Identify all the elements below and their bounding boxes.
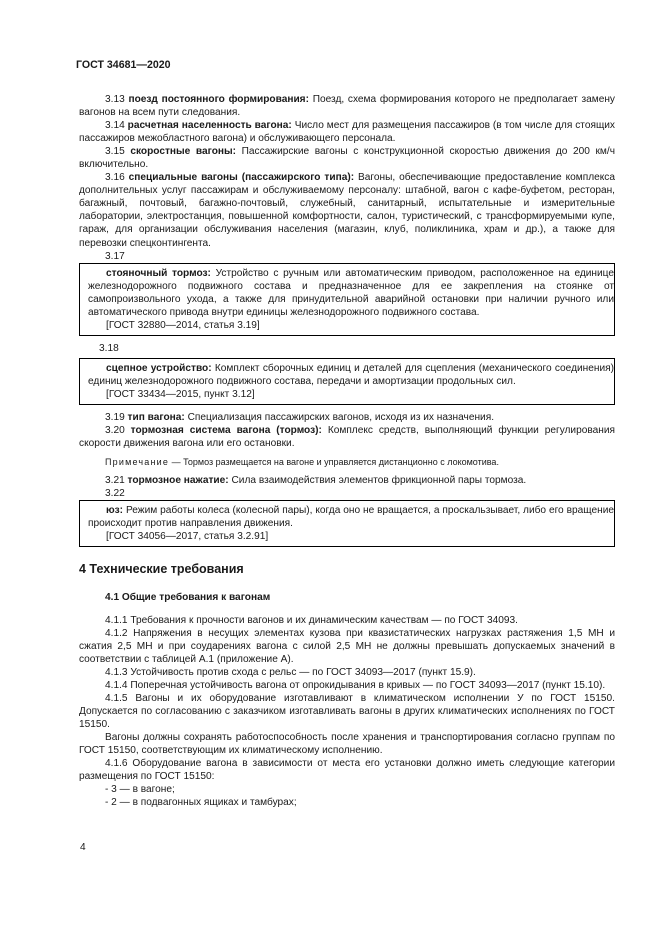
note-label: Примечание <box>105 457 170 468</box>
term-3-15: 3.15 скоростные вагоны: Пассажирские вагоны с конструкционной скоростью движения до 200 км/ч включительно. <box>79 146 615 171</box>
note-text: — Тормоз размещается на вагоне и управляется дистанционно с локомотива. <box>169 457 499 468</box>
term-definition: Устройство с ручным или автоматическим приводом, расположенное на единице железнодорожного подвижного состава и предназначенное для ее закрепления на стоянке от самопроизвольного ухода, а также для принудительной аварийной остановки при наличии ручного или автоматического привода внутри единицы железнодорожного подвижного состава. <box>88 267 614 318</box>
term-3-17 <box>88 267 614 319</box>
term-3-19: 3.19 тип вагона: Специализация пассажирских вагонов, исходя из их назначения. <box>105 412 495 424</box>
term-source: [ГОСТ 34056—2017, статья 3.2.91] <box>106 531 269 543</box>
list-item: - 2 — в подвагонных ящиках и тамбурах; <box>105 797 297 809</box>
term-name: скоростные вагоны: <box>130 146 237 158</box>
term-definition: Пассажирские вагоны с конструкционной скоростью движения до 200 км/ч включительно. <box>79 146 615 171</box>
clause-4-1-6: 4.1.6 Оборудование вагона в зависимости от места его установки должно иметь следующие категории размещения по ГОСТ 15150: <box>79 758 615 783</box>
term-definition: Комплект сборочных единиц и деталей для сцепления (механического соединения) единиц железнодорожного подвижного состава, передачи и амортизации продольных сил. <box>88 362 614 387</box>
quoted-term-box-3-22 <box>79 500 615 547</box>
term-definition: Сила взаимодействия элементов фрикционной пары тормоза. <box>231 475 527 487</box>
clause-4-1-1: 4.1.1 Требования к прочности вагонов и их динамическим качествам — по ГОСТ 34093. <box>105 614 518 626</box>
term-3-22 <box>88 504 614 530</box>
term-name: стояночный тормоз: <box>106 267 211 279</box>
term-name: тип вагона: <box>127 412 185 424</box>
term-number-3-18: 3.18 <box>99 342 119 354</box>
term-number-3-22: 3.22 <box>105 488 125 500</box>
term-definition: Число мест для размещения пассажиров (в том числе для стоящих пассажиров межобластного вагона) и обслуживающего персонала. <box>79 120 615 145</box>
term-source: [ГОСТ 33434—2015, пункт 3.12] <box>106 388 255 400</box>
term-name: сцепное устройство: <box>106 362 212 374</box>
document-code-header: ГОСТ 34681—2020 <box>76 59 171 71</box>
note-3-20 <box>79 456 615 469</box>
subsection-4-1-heading: 4.1 Общие требования к вагонам <box>105 591 271 603</box>
clause-4-1-5: 4.1.5 Вагоны и их оборудование изготавливают в климатическом исполнении У по ГОСТ 15150. Допускается по согласованию с заказчиком изготавливать вагоны в других климатических исполнениях по ГОСТ 15150. <box>79 692 615 730</box>
quoted-term-box-3-18 <box>79 358 615 405</box>
term-definition: Вагоны, обеспечивающие предоставление комплекса дополнительных услуг пассажирам и обслуживаемому персоналу: штабной, вагон с кафе-буфетом, ресторан, багажный, почтовый, багажно-почтовый, служебный, санитарный, испытательные и измерительные лаборатории, электростанция, повышенной комфортности, салон, туристический, с трансформируемыми купе, гараж, для организации обслуживания населения (магазин, клуб, поликлиника, храм и др.), а также для перевозки спецконтингента. <box>79 172 615 249</box>
clause-4-1-2: 4.1.2 Напряжения в несущих элементах кузова при квазистатических нагрузках растяжения 1,5 МН и сжатия 2,5 МН и при соударениях вагона с силой 2,5 МН не должны превышать допускаемых значений в соответствии с таблицей А.1 (приложение А). <box>79 627 615 665</box>
term-3-18 <box>88 362 614 388</box>
list-item: - 3 — в вагоне; <box>105 784 175 796</box>
clause-4-1-4: 4.1.4 Поперечная устойчивость вагона от опрокидывания в кривых — по ГОСТ 34093—2017 (пункт 15.10). <box>105 679 606 691</box>
clause-4-1-3: 4.1.3 Устойчивость против схода с рельс — по ГОСТ 34093—2017 (пункт 15.9). <box>105 666 476 678</box>
term-name: расчетная населенность вагона: <box>127 120 292 132</box>
term-source: [ГОСТ 32880—2014, статья 3.19] <box>106 319 260 331</box>
term-definition: Специализация пассажирских вагонов, исходя из их назначения. <box>187 412 495 424</box>
term-name: поезд постоянного формирования: <box>128 94 309 105</box>
page-content <box>79 93 615 809</box>
term-name: тормозная система вагона (тормоз): <box>130 425 322 437</box>
term-name: юз: <box>106 505 124 517</box>
term-name: специальные вагоны (пассажирского типа): <box>128 172 355 184</box>
term-definition: Поезд, схема формирования которого не предполагает замену вагонов на всем пути следования. <box>79 94 615 119</box>
quoted-term-box-3-17 <box>79 263 615 336</box>
term-definition: Комплекс средств, выполняющий функции регулирования скорости движения вагона или его остановки. <box>79 425 615 450</box>
section-4-heading: 4 Технические требования <box>79 562 244 577</box>
term-3-16: 3.16 специальные вагоны (пассажирского типа): Вагоны, обеспечивающие предоставление комплекса дополнительных услуг пассажирам и обслуживаемому персоналу: штабной, вагон с кафе-буфетом, ресторан, багажный, почтовый, багажно-почтовый, служебный, санитарный, испытательные и измерительные лаборатории, электростанция, повышенной комфортности, салон, туристический, с трансформируемыми купе, гараж, для организации обслуживания населения (магазин, клуб, поликлиника, храм и др.), а также для перевозки спецконтингента. <box>79 172 615 249</box>
page-number: 4 <box>80 842 86 853</box>
term-3-14: 3.14 расчетная населенность вагона: Число мест для размещения пассажиров (в том числе для стоящих пассажиров межобластного вагона) и обслуживающего персонала. <box>79 120 615 145</box>
term-3-21: 3.21 тормозное нажатие: Сила взаимодействия элементов фрикционной пары тормоза. <box>105 475 527 487</box>
term-number-3-17: 3.17 <box>105 250 125 262</box>
term-3-20: 3.20 тормозная система вагона (тормоз): Комплекс средств, выполняющий функции регулирования скорости движения вагона или его остановки. <box>79 425 615 450</box>
term-3-13: 3.13 поезд постоянного формирования: Поезд, схема формирования которого не предполагает замену вагонов на всем пути следования. <box>79 94 615 119</box>
term-name: тормозное нажатие: <box>127 475 229 487</box>
term-definition: Режим работы колеса (колесной пары), когда оно не вращается, а проскальзывает, либо его вращение происходит против направления движения. <box>88 505 614 530</box>
clause-4-1-5-continued: Вагоны должны сохранять работоспособность после хранения и транспортирования согласно группам по ГОСТ 15150, соответствующим их климатическому исполнению. <box>79 731 615 757</box>
